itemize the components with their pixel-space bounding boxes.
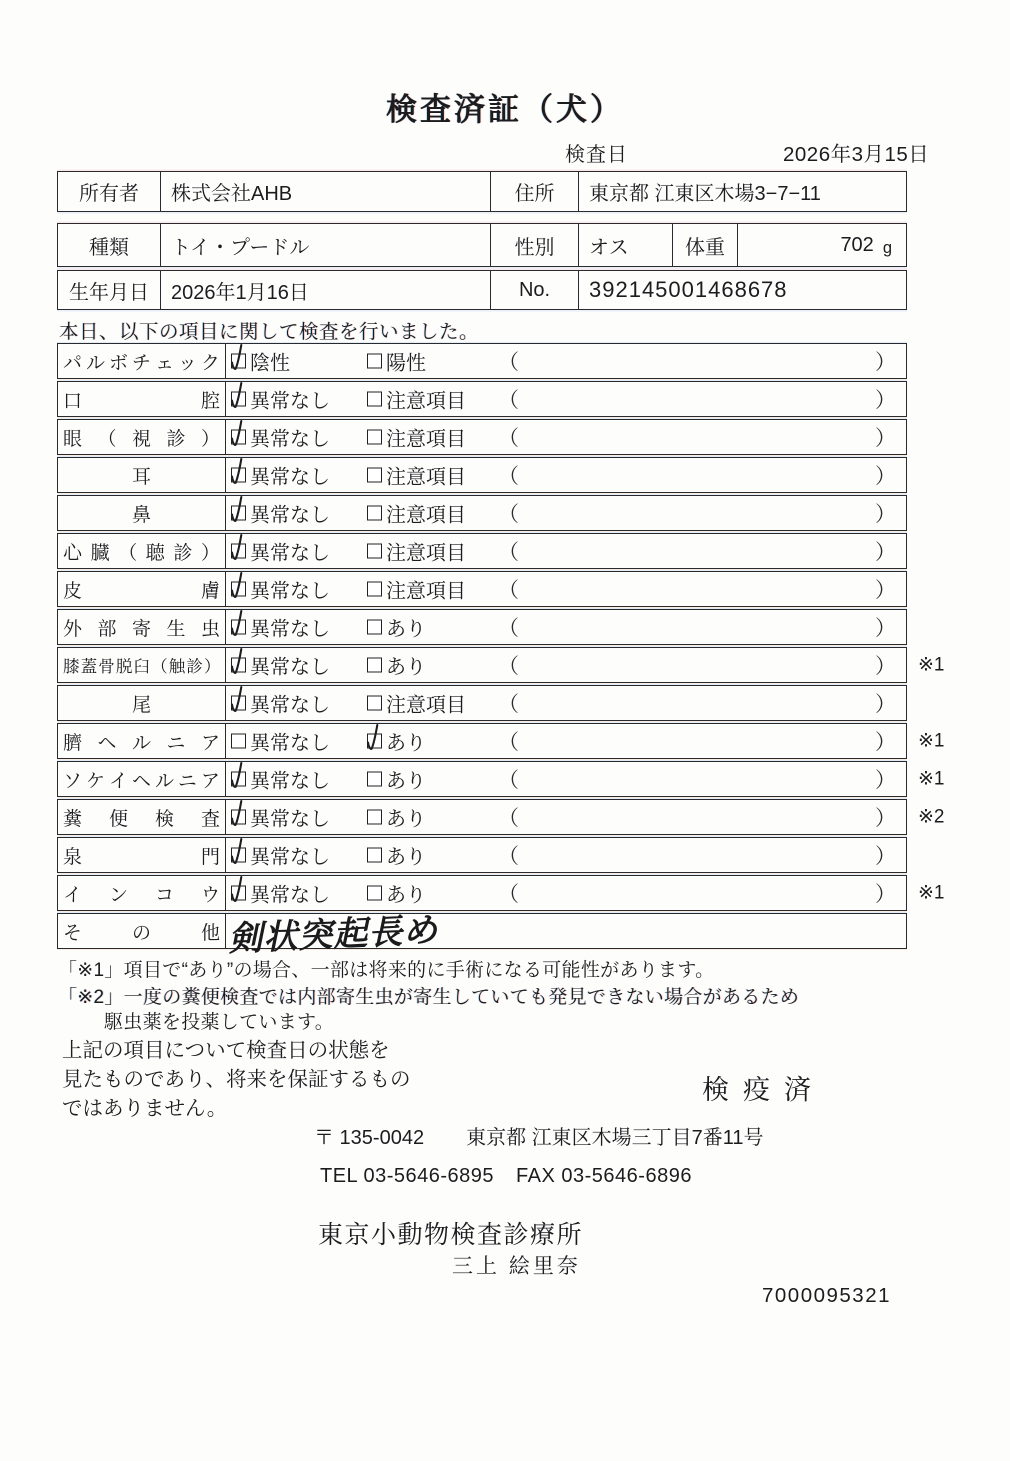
open-paren: （ bbox=[498, 465, 519, 488]
exam-option-2 bbox=[367, 575, 466, 604]
option-label: 異常なし bbox=[250, 656, 330, 679]
exam-row bbox=[57, 875, 945, 911]
exam-option-1 bbox=[231, 689, 330, 718]
close-paren: ） bbox=[875, 655, 896, 678]
exam-item-label: 心 臓 （ 聴 診 ） bbox=[58, 534, 226, 568]
checkbox-icon bbox=[367, 658, 382, 673]
checkbox-icon bbox=[367, 810, 382, 825]
option-label: 異常なし bbox=[250, 466, 330, 489]
checkbox-checked-icon bbox=[231, 810, 246, 825]
option-label: 注意項目 bbox=[386, 390, 466, 413]
birth-value: 2026年1月16日 bbox=[161, 271, 491, 309]
checkbox-icon bbox=[367, 506, 382, 521]
close-paren: ） bbox=[875, 617, 896, 640]
weight-value-cell bbox=[738, 224, 906, 266]
option-label: 異常なし bbox=[250, 808, 330, 831]
exam-row-content bbox=[226, 686, 906, 720]
option-label: 注意項目 bbox=[386, 580, 466, 603]
inspection-date-value: 2026年3月15日 bbox=[783, 143, 930, 166]
inspection-date-label: 検査日 bbox=[565, 144, 628, 166]
exam-option-1 bbox=[231, 613, 330, 642]
open-paren: （ bbox=[498, 579, 519, 602]
exam-item-label: 尾 bbox=[58, 686, 226, 720]
exam-row-content bbox=[226, 838, 906, 872]
number-label: No. bbox=[491, 271, 579, 309]
close-paren: ） bbox=[875, 807, 896, 830]
exam-option-2 bbox=[367, 613, 426, 642]
option-label: あり bbox=[386, 618, 426, 641]
exam-option-2 bbox=[367, 385, 466, 414]
option-label: 陽性 bbox=[386, 352, 426, 375]
postal-code: 〒 135-0042 bbox=[314, 1127, 425, 1149]
exam-option-2 bbox=[367, 765, 426, 794]
disclaimer-statement bbox=[62, 1036, 411, 1123]
owner-label: 所有者 bbox=[58, 172, 161, 211]
exam-item-label: ソ ケ イ ヘ ル ニ ア bbox=[58, 762, 226, 796]
checkbox-checked-icon bbox=[231, 848, 246, 863]
open-paren: （ bbox=[498, 541, 519, 564]
exam-row bbox=[57, 723, 945, 759]
exam-option-1 bbox=[231, 841, 330, 870]
checkbox-icon bbox=[367, 886, 382, 901]
checkbox-icon bbox=[367, 848, 382, 863]
intro-text: 本日、以下の項目に関して検査を行いました。 bbox=[59, 321, 480, 343]
option-label: 注意項目 bbox=[386, 466, 466, 489]
option-label: 注意項目 bbox=[386, 504, 466, 527]
clinic-address: 東京都 江東区木場三丁目7番11号 bbox=[466, 1127, 764, 1149]
quarantine-stamp: 検疫済 bbox=[702, 1075, 825, 1105]
exam-item-label: 鼻 bbox=[58, 496, 226, 530]
number-value: 392145001468678 bbox=[589, 277, 788, 302]
exam-row bbox=[57, 837, 907, 873]
exam-row bbox=[57, 457, 907, 493]
dog-info-row-1 bbox=[57, 223, 907, 267]
page-title: 検査済証（犬） bbox=[386, 92, 624, 127]
footnote-ref: ※2 bbox=[918, 806, 945, 828]
footnote-1: 「※1」項目で“あり”の場合、一部は将来的に手術になる可能性があります。 bbox=[58, 960, 715, 981]
checkbox-icon bbox=[367, 772, 382, 787]
exam-row-content bbox=[226, 762, 906, 796]
option-label: あり bbox=[386, 732, 426, 755]
exam-option-2 bbox=[367, 347, 426, 376]
checkbox-icon bbox=[367, 354, 382, 369]
exam-row bbox=[57, 799, 945, 835]
option-label: 注意項目 bbox=[386, 694, 466, 717]
option-label: 注意項目 bbox=[386, 428, 466, 451]
option-label: 異常なし bbox=[250, 542, 330, 565]
exam-row bbox=[57, 911, 907, 959]
close-paren: ） bbox=[875, 465, 896, 488]
sex-value: オス bbox=[579, 224, 673, 266]
checkbox-checked-icon bbox=[231, 468, 246, 483]
exam-item-label: 眼 （ 視 診 ） bbox=[58, 420, 226, 454]
exam-item-label: パ ル ボ チ ェ ッ ク bbox=[58, 344, 226, 378]
option-label: あり bbox=[386, 846, 426, 869]
checkbox-icon bbox=[367, 620, 382, 635]
close-paren: ） bbox=[875, 427, 896, 450]
breed-label: 種類 bbox=[58, 224, 161, 266]
checkbox-icon bbox=[231, 734, 246, 749]
veterinarian-name: 三上 絵里奈 bbox=[452, 1255, 581, 1278]
checkbox-icon bbox=[367, 430, 382, 445]
checkbox-checked-icon bbox=[231, 392, 246, 407]
exam-row bbox=[57, 685, 907, 721]
tel-number: TEL 03-5646-6895 bbox=[320, 1165, 495, 1187]
checkbox-icon bbox=[367, 696, 382, 711]
exam-row bbox=[57, 495, 907, 531]
exam-row-content bbox=[226, 534, 906, 568]
option-label: あり bbox=[386, 656, 426, 679]
owner-address: 東京都 江東区木場3−7−11 bbox=[589, 183, 821, 205]
open-paren: （ bbox=[498, 769, 519, 792]
exam-row bbox=[57, 571, 907, 607]
checkbox-icon bbox=[367, 582, 382, 597]
exam-row-content bbox=[226, 800, 906, 834]
option-label: 異常なし bbox=[250, 884, 330, 907]
option-label: 異常なし bbox=[250, 428, 330, 451]
exam-row-content bbox=[226, 496, 906, 530]
option-label: 異常なし bbox=[250, 846, 330, 869]
close-paren: ） bbox=[875, 883, 896, 906]
breed-value: トイ・プードル bbox=[161, 224, 491, 266]
exam-option-1 bbox=[231, 575, 330, 604]
exam-option-1 bbox=[231, 765, 330, 794]
owner-address-label: 住所 bbox=[491, 172, 579, 211]
footnote-2-line2: 駆虫薬を投薬しています。 bbox=[104, 1012, 335, 1033]
exam-item-label: 膝 蓋 骨 脱 臼 （ 触 診 ） bbox=[58, 648, 226, 682]
checkbox-checked-icon bbox=[231, 430, 246, 445]
exam-item-label: そ の 他 bbox=[58, 914, 226, 948]
footnote-ref: ※1 bbox=[918, 882, 945, 904]
exam-row bbox=[57, 343, 907, 379]
exam-row bbox=[57, 609, 907, 645]
exam-item-label: 耳 bbox=[58, 458, 226, 492]
exam-row bbox=[57, 761, 945, 797]
open-paren: （ bbox=[498, 693, 519, 716]
open-paren: （ bbox=[498, 351, 519, 374]
open-paren: （ bbox=[498, 883, 519, 906]
exam-option-2 bbox=[367, 537, 466, 566]
option-label: あり bbox=[386, 770, 426, 793]
serial-number: 7000095321 bbox=[762, 1284, 892, 1307]
footnote-2-line1: 「※2」一度の糞便検査では内部寄生虫が寄生していても発見できない場合があるため bbox=[58, 987, 800, 1008]
exam-row-content bbox=[226, 724, 906, 758]
checkbox-icon bbox=[367, 468, 382, 483]
exam-option-2 bbox=[367, 499, 466, 528]
checkbox-checked-icon bbox=[231, 354, 246, 369]
open-paren: （ bbox=[498, 807, 519, 830]
exam-row-content bbox=[226, 420, 906, 454]
open-paren: （ bbox=[498, 845, 519, 868]
exam-row-content bbox=[226, 911, 906, 959]
clinic-address-line bbox=[314, 1121, 764, 1150]
checkbox-checked-icon bbox=[231, 772, 246, 787]
close-paren: ） bbox=[875, 845, 896, 868]
close-paren: ） bbox=[875, 769, 896, 792]
weight-label: 体重 bbox=[673, 224, 738, 266]
dog-info-row-2 bbox=[57, 270, 907, 310]
exam-option-2 bbox=[367, 689, 466, 718]
exam-item-label: 泉 門 bbox=[58, 838, 226, 872]
exam-item-label: 皮 膚 bbox=[58, 572, 226, 606]
checkbox-icon bbox=[367, 544, 382, 559]
exam-option-2 bbox=[367, 841, 426, 870]
exam-row-content bbox=[226, 458, 906, 492]
disclaimer-line-3: ではありません。 bbox=[62, 1097, 228, 1120]
owner-row bbox=[57, 171, 907, 212]
checkbox-checked-icon bbox=[231, 544, 246, 559]
close-paren: ） bbox=[875, 731, 896, 754]
open-paren: （ bbox=[498, 655, 519, 678]
owner-name: 株式会社AHB bbox=[161, 172, 491, 211]
exam-option-2 bbox=[367, 727, 426, 756]
open-paren: （ bbox=[498, 617, 519, 640]
checkbox-checked-icon bbox=[231, 620, 246, 635]
exam-option-1 bbox=[231, 651, 330, 680]
exam-row-content bbox=[226, 648, 906, 682]
option-label: 陰性 bbox=[250, 352, 290, 375]
exam-table bbox=[57, 343, 945, 959]
exam-row-content bbox=[226, 382, 906, 416]
exam-option-1 bbox=[231, 423, 330, 452]
exam-item-label: イ ン コ ウ bbox=[58, 876, 226, 910]
checkbox-checked-icon bbox=[231, 658, 246, 673]
close-paren: ） bbox=[875, 351, 896, 374]
exam-option-1 bbox=[231, 727, 330, 756]
close-paren: ） bbox=[875, 389, 896, 412]
option-label: 異常なし bbox=[250, 580, 330, 603]
checkbox-checked-icon bbox=[231, 582, 246, 597]
option-label: 異常なし bbox=[250, 694, 330, 717]
birth-label: 生年月日 bbox=[58, 271, 161, 309]
exam-option-1 bbox=[231, 347, 290, 376]
checkbox-checked-icon bbox=[367, 734, 382, 749]
open-paren: （ bbox=[498, 427, 519, 450]
footnote-ref: ※1 bbox=[918, 654, 945, 676]
option-label: あり bbox=[386, 884, 426, 907]
option-label: あり bbox=[386, 808, 426, 831]
exam-row-content bbox=[226, 572, 906, 606]
exam-row-content bbox=[226, 610, 906, 644]
open-paren: （ bbox=[498, 731, 519, 754]
exam-row-content bbox=[226, 344, 906, 378]
exam-option-2 bbox=[367, 651, 426, 680]
option-label: 異常なし bbox=[250, 618, 330, 641]
checkbox-checked-icon bbox=[231, 886, 246, 901]
phone-line bbox=[320, 1165, 692, 1188]
exam-option-1 bbox=[231, 385, 330, 414]
checkbox-checked-icon bbox=[231, 696, 246, 711]
clinic-name: 東京小動物検査診療所 bbox=[318, 1221, 584, 1249]
close-paren: ） bbox=[875, 693, 896, 716]
fax-number: FAX 03-5646-6896 bbox=[516, 1165, 692, 1187]
exam-row bbox=[57, 381, 907, 417]
option-label: 異常なし bbox=[250, 390, 330, 413]
footnote-ref: ※1 bbox=[918, 768, 945, 790]
option-label: 注意項目 bbox=[386, 542, 466, 565]
close-paren: ） bbox=[875, 579, 896, 602]
handwritten-note: 剣状突起長め bbox=[227, 911, 439, 959]
checkbox-icon bbox=[367, 392, 382, 407]
exam-item-label: 口 腔 bbox=[58, 382, 226, 416]
exam-option-1 bbox=[231, 537, 330, 566]
exam-item-label: 糞 便 検 査 bbox=[58, 800, 226, 834]
disclaimer-line-2: 見たものであり、将来を保証するもの bbox=[62, 1068, 411, 1091]
exam-row bbox=[57, 533, 907, 569]
exam-option-2 bbox=[367, 423, 466, 452]
exam-option-2 bbox=[367, 803, 426, 832]
exam-option-2 bbox=[367, 461, 466, 490]
disclaimer-line-1: 上記の項目について検査日の状態を bbox=[62, 1039, 390, 1062]
exam-row bbox=[57, 647, 945, 683]
exam-option-1 bbox=[231, 803, 330, 832]
exam-option-1 bbox=[231, 879, 330, 908]
option-label: 異常なし bbox=[250, 504, 330, 527]
option-label: 異常なし bbox=[250, 770, 330, 793]
weight-value: 702 bbox=[840, 233, 874, 256]
exam-row bbox=[57, 419, 907, 455]
exam-item-label: 臍 ヘ ル ニ ア bbox=[58, 724, 226, 758]
exam-item-label: 外 部 寄 生 虫 bbox=[58, 610, 226, 644]
open-paren: （ bbox=[498, 503, 519, 526]
option-label: 異常なし bbox=[250, 732, 330, 755]
open-paren: （ bbox=[498, 389, 519, 412]
weight-unit: g bbox=[882, 238, 892, 257]
exam-option-1 bbox=[231, 499, 330, 528]
checkbox-checked-icon bbox=[231, 506, 246, 521]
exam-row-content bbox=[226, 876, 906, 910]
close-paren: ） bbox=[875, 503, 896, 526]
sex-label: 性別 bbox=[491, 224, 579, 266]
close-paren: ） bbox=[875, 541, 896, 564]
footnote-ref: ※1 bbox=[918, 730, 945, 752]
exam-option-1 bbox=[231, 461, 330, 490]
